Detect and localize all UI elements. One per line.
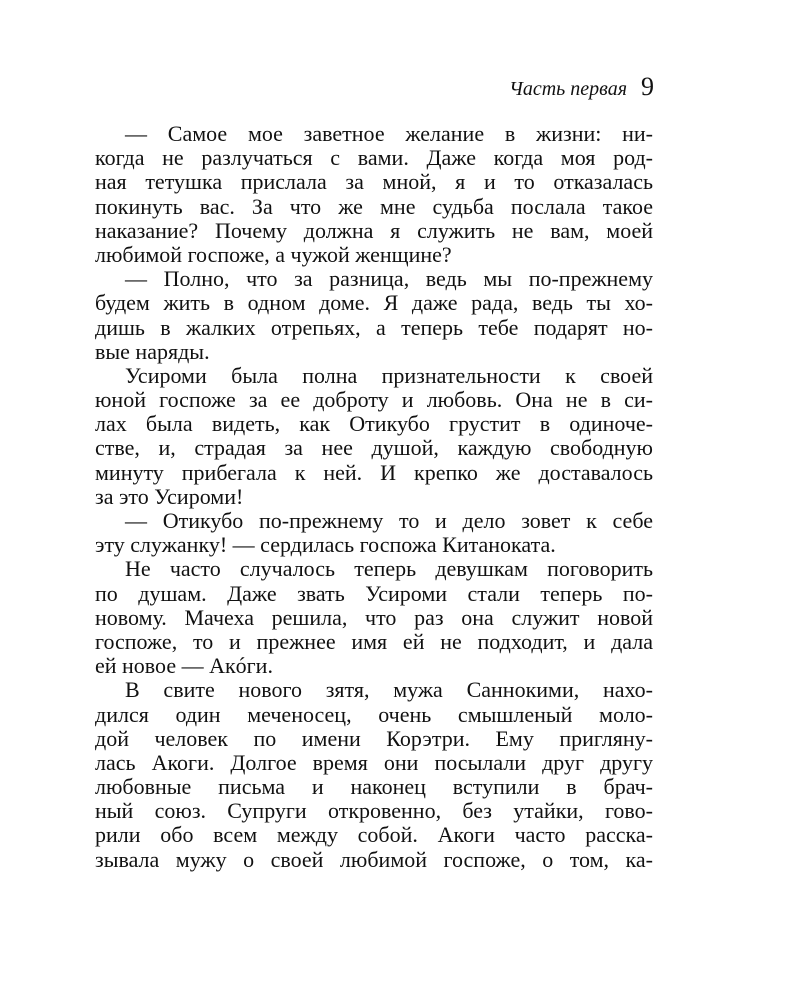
paragraph [95, 122, 653, 267]
text-line: эту служанку! — сердилась госпожа Китаноката. [95, 532, 556, 558]
text-line: — Полно, что за разница, ведь мы по-прежнему [125, 266, 653, 292]
text-line: ная тетушка прислала за мной, я и то отказалась [95, 169, 653, 195]
text-line: по душам. Даже звать Усироми стали теперь по- [95, 580, 653, 606]
text-line: дой человек по имени Корэтри. Ему приглянy- [95, 725, 653, 751]
paragraph [95, 364, 653, 509]
text-line: В свите нового зятя, мужа Саннокими, нахо- [125, 677, 653, 703]
text-line: Усироми была полна признательности к своей [125, 362, 653, 388]
text-line: дился один меченосец, очень смышленый моло- [95, 701, 653, 727]
text-line: покинуть вас. За что же мне судьба послала такое [95, 193, 653, 219]
text-line: — Самое мое заветное желание в жизни: ни- [125, 121, 653, 146]
text-line: — Отикубо по-прежнему то и дело зовет к себе [125, 508, 653, 533]
text-line: юной госпоже за ее доброту и любовь. Она не в си- [95, 387, 653, 413]
text-line: лах была видеть, как Отикубо грустит в одиноче- [95, 411, 653, 437]
text-line: наказание? Почему должна я служить не вам, моей [95, 217, 653, 243]
text-line: любимой госпоже, а чужой женщине? [95, 241, 452, 267]
text-line: Не часто случалось теперь девушкам поговорить [125, 556, 653, 582]
paragraph [95, 678, 653, 872]
text-line: зывала мужу о своей любимой госпоже, о том, ка- [95, 846, 653, 872]
text-line: госпоже, то и прежнее имя ей не подходит, и дала [95, 628, 653, 654]
paragraph [95, 267, 653, 364]
text-line: за это Усироми! [95, 483, 244, 509]
paragraph [95, 557, 653, 678]
page-number: 9 [641, 72, 654, 101]
text-line: дишь в жалких отрепьях, а теперь тебе подарят но- [95, 314, 653, 340]
text-line: вые наряды. [95, 338, 210, 364]
text-line: новому. Мачеха решила, что раз она служит новой [95, 604, 653, 630]
text-line: любовные письма и наконец вступили в брач- [95, 774, 653, 800]
text-line: рили обо всем между собой. Акоги часто расска- [95, 822, 653, 848]
text-line: минуту прибегала к ней. И крепко же доставалось [95, 459, 653, 485]
text-line: лась Акоги. Долгое время они посылали друг другу [95, 749, 653, 775]
section-title: Часть первая [509, 78, 627, 100]
body-text [95, 122, 653, 872]
text-line: стве, и, страдая за нее душой, каждую свободную [95, 435, 653, 461]
text-line: будем жить в одном доме. Я даже рада, ведь ты хо- [95, 290, 653, 316]
paragraph [95, 509, 653, 557]
text-line: ный союз. Супруги откровенно, без утайки, гово- [95, 798, 653, 824]
text-line: когда не разлучаться с вами. Даже когда моя род- [95, 145, 653, 171]
running-head [509, 72, 654, 102]
text-line: ей новое — Акóги. [95, 653, 273, 679]
